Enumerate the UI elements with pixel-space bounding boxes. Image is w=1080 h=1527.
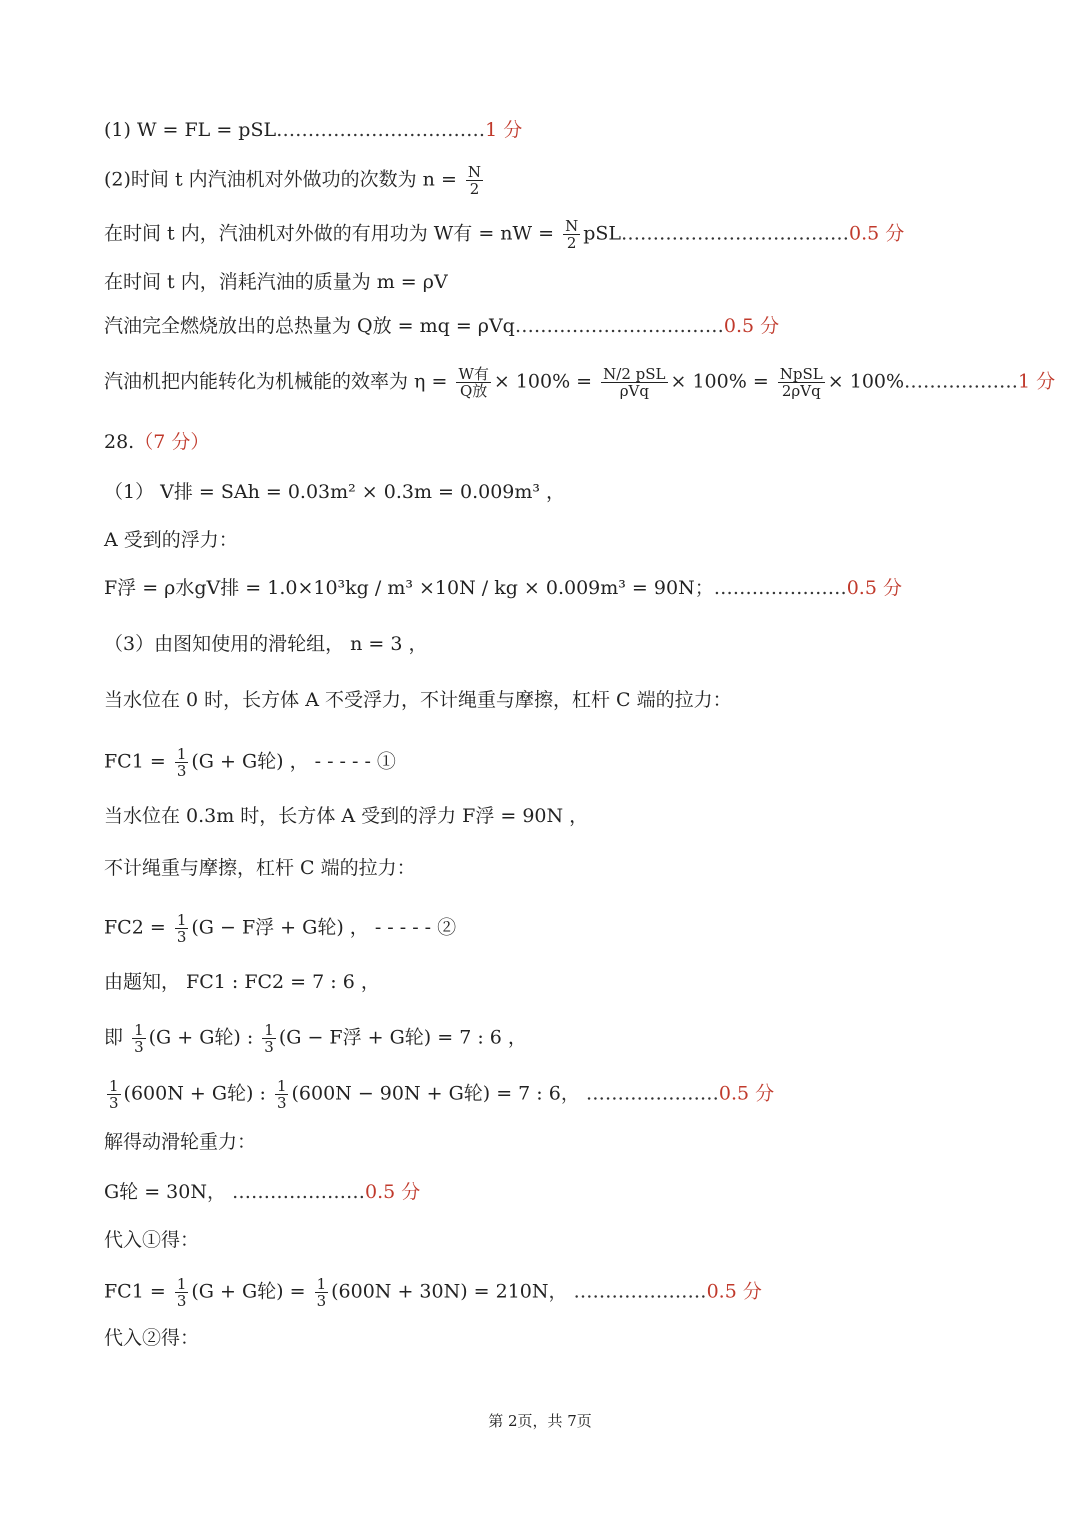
fraction	[315, 1276, 329, 1309]
fraction	[778, 366, 825, 399]
answer-line	[104, 854, 416, 882]
denominator: 3	[134, 1038, 144, 1056]
denominator: ρVq	[619, 382, 649, 400]
text: 即	[104, 1026, 124, 1049]
text: FC1 =	[104, 750, 166, 773]
numerator: 1	[264, 1021, 274, 1039]
answer-line	[104, 1226, 199, 1254]
numerator: 1	[134, 1021, 144, 1039]
numerator: 1	[176, 745, 187, 763]
fraction	[601, 366, 667, 399]
numerator: 1	[176, 1275, 187, 1293]
text: 由题知， FC1 : FC2 = 7 : 6 ，	[104, 971, 380, 993]
answer-line	[104, 1276, 762, 1309]
numerator: 1	[176, 911, 187, 929]
score-mark: 0.5 分	[365, 1181, 421, 1203]
score-mark: 0.5 分	[846, 577, 902, 599]
score-mark: 0.5 分	[718, 1082, 775, 1105]
equation: G轮 = 30N	[104, 1181, 207, 1203]
text: pSL	[583, 222, 621, 245]
numerator: N	[565, 217, 579, 235]
answer-line	[104, 1128, 256, 1156]
denominator: 3	[276, 1094, 287, 1112]
score-mark: 0.5 分	[848, 222, 905, 245]
denominator: 3	[176, 1292, 187, 1310]
answer-line	[104, 478, 565, 506]
question-number: 28.	[104, 431, 135, 453]
answer-line-2	[104, 164, 486, 197]
page-number: 第 2页，共 7页	[488, 1412, 592, 1430]
text: (G + G轮) :	[148, 1026, 254, 1049]
denominator: Q放	[459, 382, 488, 400]
score-mark: 0.5 分	[723, 315, 780, 337]
answer-line	[104, 630, 428, 658]
fraction	[466, 164, 483, 197]
text: (2)时间 t 内汽油机对外做功的次数为 n =	[104, 168, 457, 191]
text: 当水位在 0 时，长方体 A 不受浮力，不计绳重与摩擦，杠杆 C 端的拉力：	[104, 689, 732, 711]
answer-line	[104, 912, 456, 945]
denominator: 3	[109, 1094, 119, 1112]
text: FC2 =	[104, 916, 166, 939]
answer-line	[104, 686, 732, 714]
denominator: 2	[469, 180, 480, 198]
text: 代入①得：	[104, 1229, 200, 1251]
question-header	[104, 428, 209, 456]
equation: (1) W = FL = pSL	[104, 119, 277, 141]
answer-line	[104, 746, 396, 779]
text: (G − F浮 + G轮) = 7 : 6 ，	[278, 1026, 527, 1049]
text: × 100% =	[493, 370, 593, 393]
answer-line-4	[104, 268, 448, 296]
score-mark: 1 分	[1018, 370, 1056, 393]
leader-dots: ， …………………	[560, 1082, 719, 1105]
answer-line	[104, 1078, 774, 1111]
leader-dots: ， …………………	[206, 1181, 366, 1203]
fraction	[175, 1276, 189, 1309]
equation: F浮 = ρ水gV排 = 1.0×10³kg / m³ ×10N / kg × 0.009m³ = 90N	[104, 577, 695, 599]
numerator: W有	[458, 365, 489, 383]
fraction	[262, 1022, 276, 1055]
text: 当水位在 0.3m 时，长方体 A 受到的浮力 F浮 = 90N ，	[104, 805, 589, 827]
text: 在时间 t 内，消耗汽油的质量为 m = ρV	[104, 271, 448, 293]
numerator: N/2 pSL	[603, 365, 666, 383]
text: 在时间 t 内，汽油机对外做的有用功为 W有 = nW =	[104, 222, 555, 245]
question-score: （7 分）	[134, 431, 210, 453]
score-mark: 0.5 分	[706, 1280, 762, 1303]
denominator: 3	[264, 1038, 274, 1056]
answer-line	[104, 1324, 199, 1352]
fraction	[132, 1022, 146, 1055]
denominator: 3	[176, 928, 187, 946]
denominator: 2ρVq	[781, 382, 821, 400]
text: （1） V排 = SAh = 0.03m² × 0.3m = 0.009m³ ，	[104, 481, 566, 503]
numerator: 1	[276, 1077, 287, 1095]
leader-dots: ………………………………	[620, 222, 849, 245]
denominator: 2	[566, 234, 577, 252]
leader-dots: ………………	[904, 370, 1019, 393]
text: FC1 =	[104, 1280, 166, 1303]
numerator: 1	[109, 1077, 119, 1095]
answer-line	[104, 574, 902, 602]
text: (G + G轮) =	[191, 1280, 306, 1303]
text: 代入②得：	[104, 1327, 200, 1349]
answer-line	[104, 968, 380, 996]
answer-line-5	[104, 312, 779, 340]
answer-line	[104, 1022, 527, 1055]
leader-dots: ， …………………	[548, 1280, 707, 1303]
numerator: 1	[316, 1275, 327, 1293]
leader-dots: ……………………………	[276, 119, 486, 141]
numerator: N	[467, 163, 482, 181]
text: 不计绳重与摩擦，杠杆 C 端的拉力：	[104, 857, 416, 879]
fraction	[563, 218, 580, 251]
text: 汽油完全燃烧放出的总热量为 Q放 = mq = ρVq	[104, 315, 515, 337]
text: (600N − 90N + G轮) = 7 : 6	[291, 1082, 561, 1105]
answer-line-1	[104, 116, 522, 144]
answer-line-6	[104, 366, 1055, 399]
fraction	[175, 912, 189, 945]
denominator: 3	[316, 1292, 327, 1310]
answer-line-3	[104, 218, 904, 251]
answer-line	[104, 1178, 420, 1206]
text: (600N + 30N) = 210N	[331, 1280, 549, 1303]
answer-line	[104, 526, 238, 554]
numerator: NpSL	[779, 365, 823, 383]
fraction	[107, 1078, 121, 1111]
text: × 100% =	[670, 370, 769, 393]
fraction	[175, 746, 189, 779]
text: 汽油机把内能转化为机械能的效率为 η =	[104, 370, 448, 393]
answer-line	[104, 802, 588, 830]
text: (600N + G轮) :	[123, 1082, 266, 1105]
score-mark: 1 分	[485, 119, 523, 141]
leader-dots: ；…………………	[694, 577, 847, 599]
text: A 受到的浮力：	[104, 529, 238, 551]
text: 解得动滑轮重力：	[104, 1131, 257, 1153]
fraction	[275, 1078, 289, 1111]
leader-dots: ……………………………	[514, 315, 724, 337]
text: (G − F浮 + G轮) ， - - - - - ②	[191, 916, 457, 939]
denominator: 3	[176, 762, 187, 780]
text: × 100%	[827, 370, 905, 393]
text: (G + G轮) ， - - - - - ①	[191, 750, 396, 773]
fraction	[456, 366, 490, 399]
text: （3）由图知使用的滑轮组， n = 3 ，	[104, 633, 428, 655]
